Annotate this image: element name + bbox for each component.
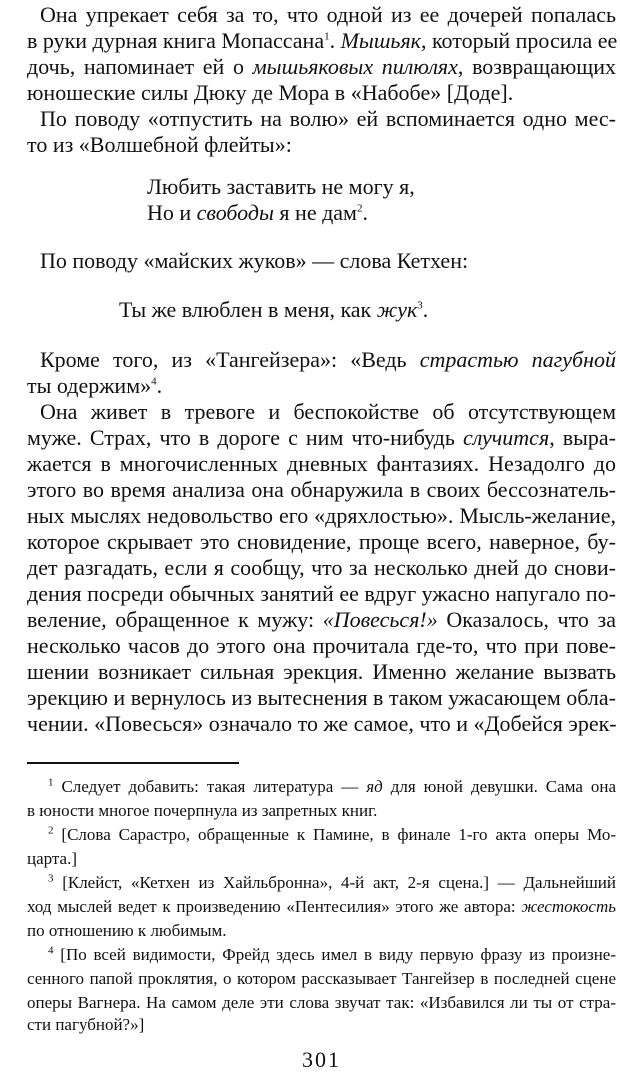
body-line: Она живет в тревоге и беспокойстве об отсутствующем [40,399,616,424]
body-line: дет разгадать, если я сообщу, что за несколько дней до снови- [27,555,616,580]
footnote-line: в юности многое почерпнула из запретных книг. [27,801,378,820]
body-line: эрекцию и вернулось из вытеснения в таком ужасающем обла- [27,685,616,710]
body-line: чении. «Повесься» означало то же самое, что и «Добейся эрек- [27,711,617,736]
body-line: дения посреди обычных занятий ее вдруг ужасно напугало по- [27,581,616,606]
body-line: этого во время анализа она обнаружила в своих бессознатель- [27,477,616,502]
page-number: 301 [302,1047,341,1072]
footnote-line: сти пагубной?»] [27,1015,145,1034]
body-line: веление, обращенное к мужу: «Повесься!» Оказалось, что за [27,607,616,632]
body-line: жается в многочисленных дневных фантазиях. Незадолго до [27,451,616,476]
body-line: Кроме того, из «Тангейзера»: «Ведь страстью пагубной [40,347,616,372]
footnote-number: 4 [48,944,54,957]
footnote-line: оперы Вагнера. На самом деле эти слова звучат так: «Избавился ли ты от стра- [27,993,616,1012]
body-line: муже. Страх, что в дороге с ним что-нибудь случится, выра- [27,425,617,450]
body-line: Она упрекает себя за то, что одной из ее дочерей попалась [40,2,616,27]
body-line: ты одержим»$^4$. [27,373,163,398]
verse-line: Но и свободы я не дам$^2$. [147,200,368,225]
body-line: несколько часов до этого она прочитала где-то, что при пове- [27,633,616,658]
body-line: в руки дурная книга Мопассана$^1$. Мышьяк, который просила ее [27,28,618,53]
footnote-number: 1 [48,776,54,789]
footnote-line: сенного папой проклятия, о котором рассказывает Тангейзер в последней сцене [27,969,616,988]
body-line: По поводу «отпустить на волю» ей вспоминается одно мес- [40,106,616,131]
footnote-ref: 3 [417,299,423,312]
footnote-line: $^4$ [По всей видимости, Фрейд здесь имел в виду первую фразу из произне- [48,944,616,964]
body-line: шении возникает сильная эрекция. Именно желание вызвать [27,659,616,684]
body-line: юношеские силы Дюку де Мора в «Набобе» [Доде]. [27,80,514,105]
footnote-line: по отношению к любимым. [27,921,227,940]
footnote-line: царта.] [27,849,78,868]
footnote-line: $^2$ [Слова Сарастро, обращенные к Памине, в финале 1-го акта оперы Мо- [48,824,616,844]
body-line: ных мыслях недовольство его «дряхлостью». Мысль-желание, [27,503,616,528]
footnote-number: 2 [48,824,54,837]
footnote-line: $^1$ Следует добавить: такая литература — яд для юной девушки. Сама она [48,776,616,796]
body-line: По поводу «майских жуков» — слова Кетхен: [40,248,469,273]
footnote-number: 3 [48,872,54,885]
footnote-separator [27,762,239,764]
body-line: то из «Волшебной флейты»: [27,132,292,157]
footnote-ref: 2 [356,202,363,215]
footnote-ref: 4 [151,375,157,388]
body-line: дочь, напоминает ей о мышьяковых пилюлях, возвращающих [27,54,617,79]
footnote-line: ход мыслей ведет к произведению «Пентесилия» этого же автора: жестокость [27,897,616,916]
body-line: которое скрывает это сновидение, проще всего, наверное, бу- [27,529,616,554]
footnote-line: $^3$ [Клейст, «Кетхен из Хайльбронна», 4-й акт, 2-я сцена.] — Дальнейший [48,872,616,892]
verse-line: Ты же влюблен в меня, как жук$^3$. [119,297,429,322]
footnote-ref: 1 [324,30,330,43]
verse-line: Любить заставить не могу я, [147,174,415,199]
